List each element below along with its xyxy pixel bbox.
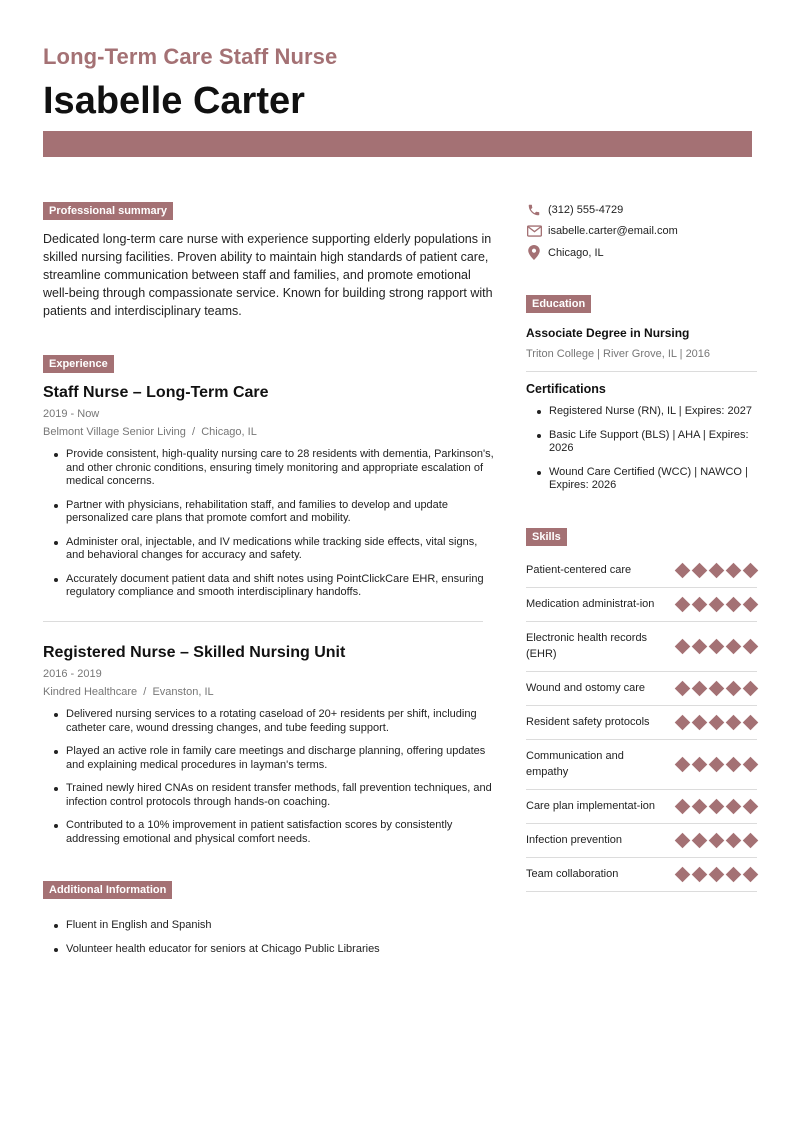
summary-text: Dedicated long-term care nurse with experience supporting elderly populations in skilled nursing facilities. Proven ability to maintain high standards of patient care, streamline communication between staff and families, and promote emotional well-being through compassionate service. Known for building strong rapport with patients and interdisciplinary teams.: [43, 232, 493, 318]
list-item: Wound Care Certified (WCC) | NAWCO | Expires: 2026: [535, 466, 757, 493]
email-address[interactable]: isabelle.carter@email.com: [548, 225, 678, 238]
skills-section: [526, 527, 757, 892]
rating-diamond-icon: [709, 756, 725, 772]
rating-diamond-icon: [743, 680, 759, 696]
rating-diamond-icon: [726, 866, 742, 882]
skill-rating: [676, 867, 757, 882]
section-tag-experience: Experience: [43, 355, 114, 373]
rating-diamond-icon: [692, 680, 708, 696]
rating-diamond-icon: [675, 714, 691, 730]
certifications-heading: Certifications: [526, 382, 606, 396]
rating-diamond-icon: [675, 638, 691, 654]
company-name: Kindred Healthcare: [43, 686, 138, 698]
rating-diamond-icon: [743, 638, 759, 654]
list-item: Administer oral, injectable, and IV medications while tracking side effects, vital signs, and behavioral changes for accuracy and safety.: [52, 536, 495, 563]
skill-row: [526, 740, 757, 790]
job-company-line: Belmont Village Senior Living / Chicago, IL: [43, 426, 257, 438]
list-item: Provide consistent, high-quality nursing care to 28 residents with dementia, Parkinson's, and other chronic conditions, ensuring timely monitoring and appropriate escalation of medical concerns.: [52, 448, 495, 489]
divider: [43, 621, 483, 622]
skill-name: Electronic health records (EHR): [526, 632, 648, 660]
skill-row: [526, 858, 757, 892]
rating-diamond-icon: [692, 562, 708, 578]
rating-diamond-icon: [675, 680, 691, 696]
rating-diamond-icon: [692, 638, 708, 654]
rating-diamond-icon: [692, 832, 708, 848]
rating-diamond-icon: [675, 756, 691, 772]
section-tag-summary: Professional summary: [43, 202, 173, 220]
skill-rating: [676, 597, 757, 612]
job-bullets: [43, 708, 495, 846]
main-column: [43, 201, 495, 955]
job-entry: [43, 384, 495, 610]
skill-row: [526, 824, 757, 858]
rating-diamond-icon: [726, 596, 742, 612]
rating-diamond-icon: [692, 798, 708, 814]
list-item: Trained newly hired CNAs on resident transfer methods, fall prevention techniques, and infection control protocols through hands-on coaching.: [52, 782, 495, 809]
rating-diamond-icon: [709, 562, 725, 578]
job-entry: [43, 644, 495, 856]
job-dates: 2016 - 2019: [43, 668, 102, 680]
divider: [526, 371, 757, 372]
additional-list: [43, 919, 380, 956]
education-section: [526, 294, 757, 372]
rating-diamond-icon: [709, 596, 725, 612]
rating-diamond-icon: [743, 714, 759, 730]
sidebar-column: [526, 199, 757, 880]
rating-diamond-icon: [743, 832, 759, 848]
contact-location: [526, 242, 757, 264]
rating-diamond-icon: [709, 680, 725, 696]
rating-diamond-icon: [675, 562, 691, 578]
rating-diamond-icon: [743, 562, 759, 578]
rating-diamond-icon: [726, 638, 742, 654]
phone-number[interactable]: (312) 555-4729: [548, 203, 624, 216]
rating-diamond-icon: [692, 714, 708, 730]
rating-diamond-icon: [675, 832, 691, 848]
skill-rating: [676, 563, 757, 578]
list-item: Volunteer health educator for seniors at Chicago Public Libraries: [52, 943, 380, 957]
skill-name: Team collaboration: [526, 868, 619, 880]
job-dates: 2019 - Now: [43, 408, 100, 420]
rating-diamond-icon: [675, 596, 691, 612]
skills-list: [526, 554, 757, 892]
list-item: Played an active role in family care meetings and discharge planning, offering updates and explaining medical procedures in layman's terms.: [52, 745, 495, 772]
rating-diamond-icon: [675, 798, 691, 814]
rating-diamond-icon: [726, 832, 742, 848]
rating-diamond-icon: [692, 756, 708, 772]
rating-diamond-icon: [709, 638, 725, 654]
rating-diamond-icon: [726, 714, 742, 730]
skill-rating: [676, 681, 757, 696]
skill-row: [526, 672, 757, 706]
skill-row: [526, 622, 757, 672]
skill-row: [526, 554, 757, 588]
rating-diamond-icon: [726, 562, 742, 578]
company-location: Evanston, IL: [152, 686, 214, 698]
skill-name: Medication administrat-ion: [526, 598, 655, 610]
job-title: Registered Nurse – Skilled Nursing Unit: [43, 644, 346, 661]
map-pin-icon: [526, 245, 542, 261]
rating-diamond-icon: [709, 832, 725, 848]
skill-name: Wound and ostomy care: [526, 682, 646, 694]
rating-diamond-icon: [726, 798, 742, 814]
rating-diamond-icon: [692, 866, 708, 882]
company-name: Belmont Village Senior Living: [43, 426, 186, 438]
rating-diamond-icon: [709, 866, 725, 882]
skill-rating: [676, 715, 757, 730]
rating-diamond-icon: [709, 798, 725, 814]
rating-diamond-icon: [743, 798, 759, 814]
rating-diamond-icon: [743, 596, 759, 612]
rating-diamond-icon: [726, 756, 742, 772]
skill-name: Patient-centered care: [526, 564, 632, 576]
list-item: Delivered nursing services to a rotating caseload of 20+ residents per shift, including catheter care, wound dressing changes, and tube feeding support.: [52, 708, 495, 735]
school-line: Triton College | River Grove, IL | 2016: [526, 348, 711, 360]
list-item: Contributed to a 10% improvement in patient satisfaction scores by consistently addressing emotional and physical comfort needs.: [52, 819, 495, 846]
additional-info-section: [43, 880, 380, 966]
skill-rating: [676, 833, 757, 848]
skill-rating: [676, 757, 757, 772]
job-company-line: Kindred Healthcare / Evanston, IL: [43, 686, 214, 698]
list-item: Basic Life Support (BLS) | AHA | Expires: 2026: [535, 429, 757, 456]
rating-diamond-icon: [692, 596, 708, 612]
skill-row: [526, 790, 757, 824]
contact-phone: [526, 199, 757, 221]
list-item: Accurately document patient data and shift notes using PointClickCare EHR, ensuring regulatory compliance and smooth interdisciplinary handoffs.: [52, 573, 495, 600]
skill-name: Resident safety protocols: [526, 716, 650, 728]
list-item: Fluent in English and Spanish: [52, 919, 380, 933]
skill-name: Care plan implementat-ion: [526, 800, 656, 812]
envelope-icon: [526, 223, 542, 239]
location-text: Chicago, IL: [548, 246, 604, 259]
certifications-section: [526, 382, 757, 503]
skill-rating: [676, 639, 757, 654]
contact-email: [526, 221, 757, 243]
candidate-name: Isabelle Carter: [43, 80, 305, 122]
section-tag-skills: Skills: [526, 528, 567, 546]
job-title: Staff Nurse – Long-Term Care: [43, 384, 269, 401]
section-tag-education: Education: [526, 295, 591, 313]
rating-diamond-icon: [743, 756, 759, 772]
company-location: Chicago, IL: [201, 426, 257, 438]
skill-name: Infection prevention: [526, 834, 623, 846]
skill-name: Communication and empathy: [526, 750, 624, 778]
phone-icon: [526, 202, 542, 218]
target-job-title: Long-Term Care Staff Nurse: [43, 44, 338, 69]
skill-rating: [676, 799, 757, 814]
section-tag-additional: Additional Information: [43, 881, 172, 899]
skill-row: [526, 706, 757, 740]
header-accent-bar: [43, 131, 752, 157]
job-bullets: [43, 448, 495, 600]
degree-title: Associate Degree in Nursing: [526, 326, 690, 340]
rating-diamond-icon: [726, 680, 742, 696]
rating-diamond-icon: [709, 714, 725, 730]
rating-diamond-icon: [675, 866, 691, 882]
list-item: Partner with physicians, rehabilitation staff, and families to develop and update personalized care plans that promote comfort and mobility.: [52, 499, 495, 526]
rating-diamond-icon: [743, 866, 759, 882]
certifications-list: [526, 405, 757, 493]
list-item: Registered Nurse (RN), IL | Expires: 2027: [535, 405, 757, 419]
skill-row: [526, 588, 757, 622]
